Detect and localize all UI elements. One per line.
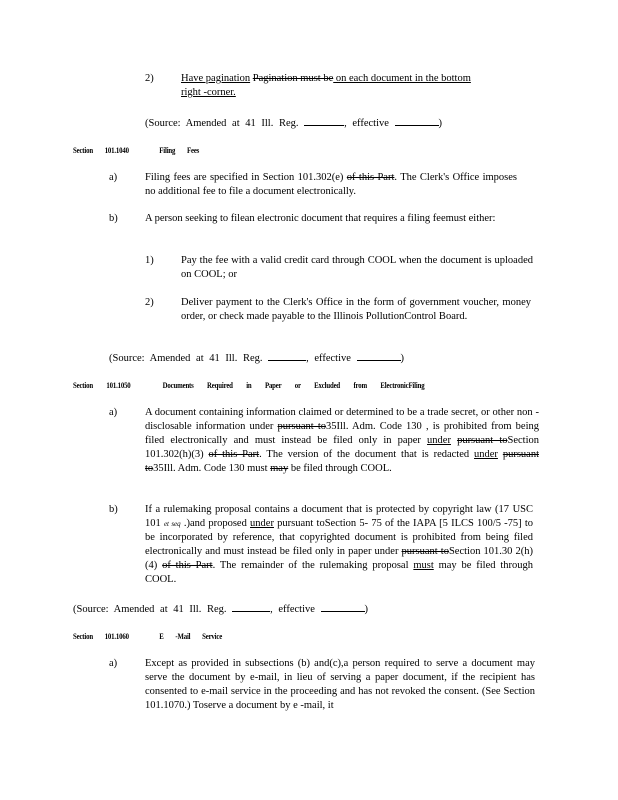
section-heading	[73, 146, 199, 155]
section-title: E -Mail Service	[159, 632, 223, 641]
section-number: Section 101.1040	[73, 146, 129, 155]
inserted-text: must	[413, 560, 434, 571]
subsection-text: Except as provided in subsections (b) and(c),a person required to serve a document may serve the document by e-mail, in lieu of serving a paper document, if the recipient has consented to e-mail service in the proceeding and has not revoked the consent. (See Section 101.1070.) Toserve a document by e -mail, it	[145, 658, 535, 711]
blank-line	[232, 601, 270, 612]
blank-line	[395, 115, 439, 126]
source-note: (Source: Amended at 41 Ill. Reg. , effective )	[109, 350, 404, 366]
inserted-text: under	[427, 435, 451, 446]
inserted-text: under	[250, 518, 274, 529]
item-label: 2)	[145, 73, 154, 84]
section-heading	[73, 632, 222, 641]
section-number: Section 101.1060	[73, 632, 129, 641]
section-title: Filing Fees	[159, 146, 200, 155]
item-text: Deliver payment to the Clerk's Office in the form of government voucher, money order, or check made payable to the Illinois PollutionControl Board.	[181, 297, 531, 322]
deleted-text: of this Part	[346, 172, 395, 183]
subsection-label: a)	[109, 658, 118, 669]
subsection-text: A person seeking to filean electronic document that requires a filing feemust either:	[145, 213, 496, 224]
latin-abbrev: et seq	[163, 520, 181, 528]
inserted-text: right -corner.	[181, 87, 236, 98]
deleted-text: of this Part	[162, 560, 213, 571]
blank-line	[357, 350, 401, 361]
item-label: 1)	[145, 255, 154, 266]
inserted-text: on each document in the bottom	[333, 73, 471, 84]
deleted-text: of this Part	[208, 449, 260, 460]
blank-line	[268, 350, 306, 361]
subsection-label: b)	[109, 213, 118, 224]
top-item-text	[181, 72, 513, 100]
item-label: 2)	[145, 297, 154, 308]
blank-line	[304, 115, 344, 126]
subsection-text: Filing fees are specified in Section 101.302(e) of this Part. The Clerk's Office imposes no additional fee to file a document electronically.	[145, 172, 518, 197]
subsection-label: a)	[109, 172, 118, 183]
deleted-text: pursuant to	[277, 421, 326, 432]
deleted-text: pursuant to	[457, 435, 508, 446]
subsection-text: A document containing information claimed or determined to be a trade secret, or other non -disclosable information under pursuant to35Ill. Adm. Code 130 , is prohibited from being filed electronically and must instead be filed only in paper under pursuant toSection 101.302(h)(3) of this Part. The version of the document that is redacted under pursuant to35Ill. Adm. Code 130 must may be filed through COOL.	[145, 407, 539, 474]
blank-line	[321, 601, 365, 612]
subsection-label: b)	[109, 504, 118, 515]
inserted-text: Have pagination	[181, 73, 251, 84]
deleted-text: pursuant to	[401, 546, 449, 557]
deleted-text: may	[270, 463, 289, 474]
section-number: Section 101.1050	[73, 381, 131, 390]
source-note: (Source: Amended at 41 Ill. Reg. , effective )	[73, 601, 368, 617]
deleted-text: pursuant to	[145, 449, 539, 474]
subsection-label: a)	[109, 407, 118, 418]
inserted-text: under	[474, 449, 498, 460]
item-text: Pay the fee with a valid credit card through COOL when the document is uploaded on COOL; or	[181, 255, 533, 280]
section-heading	[73, 381, 424, 390]
deleted-text: Pagination must be	[252, 73, 334, 84]
source-note: (Source: Amended at 41 Ill. Reg. , effective )	[145, 115, 442, 131]
section-title: Documents Required in Paper or Excluded from ElectronicFiling	[162, 381, 425, 390]
subsection-text: If a rulemaking proposal contains a document that is protected by copyright law (17 USC 101 et seq .)and proposed under pursuant toSection 5- 75 of the IAPA [5 ILCS 100/5 -75] to be incorporated by reference, that copyrighted document is prohibited from being filed electronically and must instead be filed only in paper under pursuant toSection 101.30 2(h)(4) of this Part. The remainder of the rulemaking proposal must may be filed through COOL.	[145, 504, 534, 585]
